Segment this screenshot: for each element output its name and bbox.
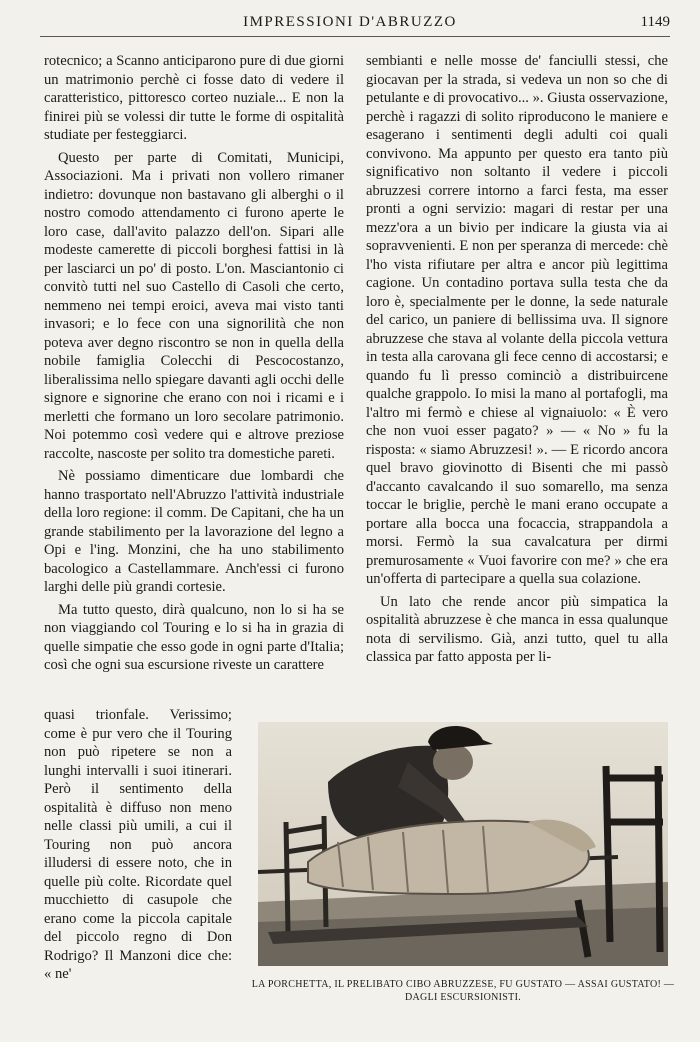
photo-caption: LA PORCHETTA, IL PRELIBATO CIBO ABRUZZESE, FU GUSTATO — ASSAI GUSTATO! — DAGLI ESCURSIONISTI. (251, 979, 675, 1003)
paragraph: Nè possiamo dimenticare due lombardi che hanno trasportato nell'Abruzzo l'attività industriale della loro regione: il comm. De Capitani, che ha un grande stabilimento per la lavorazione del legno a Opi e l'ing. Monzini, che ha uno stabilimento bacologico a Castellammare. Anch'essi ci furono larghi delle più grandi cortesie. (44, 468, 344, 595)
left-column (44, 52, 344, 679)
running-title: IMPRESSIONI D'ABRUZZO (243, 14, 457, 30)
porchetta-illustration (258, 722, 668, 966)
paragraph: Un lato che rende ancor più simpatica la ospitalità abruzzese è che manca in essa qualunque nota di servilismo. Già, anzi tutto, quel tu alla classica par fatto apposta per li- (366, 593, 668, 665)
paragraph: rotecnico; a Scanno anticiparono pure di due giorni un matrimonio perchè ci fosse dato di vedere il caratteristico, pittoresco corteo nuziale... E non la finirei più se volessi dir tutte le forme di ospitalità studiate per festeggiarci. (44, 53, 344, 143)
paragraph: sembianti e nelle mosse de' fanciulli stessi, che giocavan per la strada, si vedeva un non so che di petulante e di provocativo... ». Giusta osservazione, perchè i ragazzi di solito riproducono le maniere e esagerano i sentimenti degli adulti coi quali convivono. Ma appunto per questo era tanto più significativo non soltanto il vedere i piccoli abruzzesi correre intorno a farci festa, ma esser pronti a ogni servizio: magari di restar per una mezz'ora a un bivio per indicare la giusta via ai sopravvenienti. E non per speranza di mercede: chè l'ho vista rifiutare per altra e ancor più legittima cagione. Un contadino portava sulla testa che da loro è, specialmente per le donne, la sede naturale del carico, un paniere di bellissima uva. Il signore abruzzese che stava al volante della piccola vettura in testa alla carovana gli fece cenno di accostarsi; e quando fu lì presso cominciò a distribuircene qualche grappolo. Io misi la mano al portafogli, ma l'altro mi fermò e chiese al vignaiuolo: « È vero che non vuoi esser pagato? » — « No » fu la risposta: « siamo Abruzzesi! ». — E ricordo ancora quel bravo giovinotto di Bisenti che mi passò d'accanto cavalcando il suo somarello, ma senza toccar le briglie, perchè le mani erano occupate a portare alla bocca una focaccia, strappandola a morsi. Fermò la sua cavalcatura per dirmi premurosamente « Vuoi favorire con me? » che era un'offerta di partecipare a quella sua colazione. (366, 53, 668, 587)
page-number: 1149 (640, 14, 670, 30)
page-header (0, 10, 700, 38)
right-column (366, 52, 668, 671)
left-narrow-column (44, 706, 232, 988)
paragraph: quasi trionfale. Verissimo; come è pur vero che il Touring non può ripetere se non a lunghi intervalli i suoi itinerari. Però il sentimento della ospitalità è diffuso non meno nelle classi più umili, a cui il Touring non può ancora illudersi di essere noto, che in quelle più colte. Ricordate quel mucchietto di casupole che erano come la piccola capitale del piccolo regno di Don Rodrigo? Il Manzoni dice che: « ne' (44, 707, 232, 982)
paragraph: Ma tutto questo, dirà qualcuno, non lo si ha se non viaggiando col Touring e lo si ha in grazia di quelle simpatie che esso gode in ogni parte d'Italia; così che ogni sua escursione riveste un carattere (44, 601, 344, 673)
header-rule (40, 36, 670, 37)
paragraph: Questo per parte di Comitati, Municipi, Associazioni. Ma i privati non vollero rimaner indietro: dovunque non bastavano gli alberghi o il nostro comodo attendamento ci furono aperte le loro case, dall'avito palazzo dell'on. Sipari alle modeste camerette di piccoli borghesi fattisi in là per lasciarci un po' di posto. L'on. Masciantonio ci convitò tutti nel suo Castello di Casoli che certo, nemmeno nei tempi eroici, aveva mai visto tanti invasori; e lo fece con una signorilità che non poteva aver degno riscontro se non in quella della nobile famiglia Colecchi di Pescocostanzo, liberalissima nello spiegare davanti agli occhi delle signore e signorine che erano con noi i ricami e i merletti che formano un loro secolare patrimonio. Noi potemmo così vedere qui e altrove preziose raccolte, nascoste per solito tra domestiche pareti. (44, 149, 344, 462)
porchetta-photo (258, 722, 668, 966)
